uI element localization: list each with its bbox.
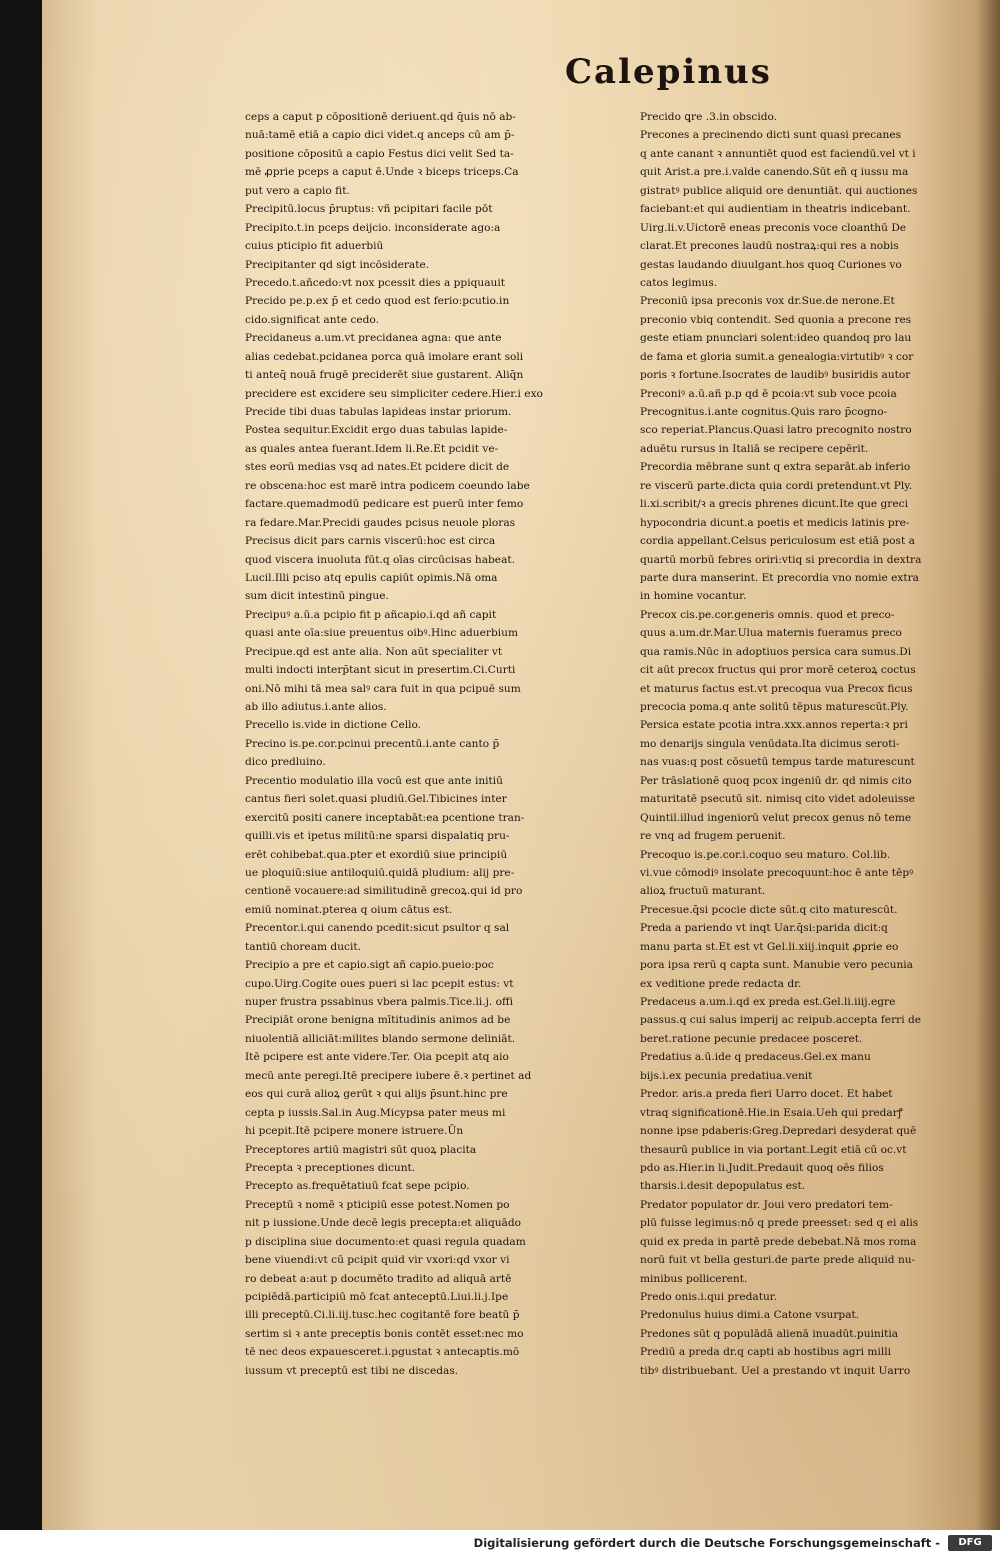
text-line: precidere est excidere seu simpliciter cedere.Hier.i exo <box>245 387 543 400</box>
text-line: Precipue.qd est ante alia. Non aūt specialiter vt <box>245 645 503 658</box>
text-line: emiū nominat.pterea q oium cātus est. <box>245 903 453 916</box>
text-line: quilli.vis et ipetus militū:ne sparsi dispalatiq pru- <box>245 830 510 843</box>
text-line: cepta p iussis.Sal.in Aug.Micypsa pater meus mi <box>245 1106 506 1119</box>
text-line: Predatius a.ū.ide q predaceus.Gel.ex manu <box>640 1051 871 1064</box>
book-page <box>42 0 1000 1530</box>
text-line: nit p iussione.Unde decē legis precepta:et aliquādo <box>245 1217 522 1230</box>
text-line: Postea sequitur.Excidit ergo duas tabulas lapide- <box>245 424 508 437</box>
digitization-footer <box>0 1530 1000 1558</box>
text-line: Precones a precinendo dicti sunt quasi precanes <box>640 129 902 142</box>
text-line: Per trāslationē quoq pcox ingeniū dr. qd nimis cito <box>640 774 912 787</box>
text-line: Precisus dicit pars carnis viscerū:hoc est circa <box>245 535 496 548</box>
text-line: hi pcepit.Itē pcipere monere istruere.Ūn <box>245 1125 464 1138</box>
text-line: aduētu rursus in Italiā se recipere cepērit. <box>640 442 869 455</box>
text-line: ra fedare.Mar.Precidi gaudes pcisus neuole ploras <box>245 516 516 529</box>
text-line: cido.significat ante cedo. <box>245 313 379 326</box>
text-line: Precedo.t.añcedo:vt nox pcessit dies a ppiquauit <box>245 276 505 289</box>
text-line: Predo onis.i.qui predatur. <box>640 1291 778 1303</box>
text-line: beret.ratione pecunie predacee posceret. <box>640 1032 863 1045</box>
text-line: q ante canant ꝛ annuntiēt quod est faciendū.vel vt i <box>640 147 916 160</box>
text-line: mo denarijs singula venūdata.Ita dicimus seroti- <box>640 737 900 750</box>
text-line: sum dicit intestinū pingue. <box>245 590 389 603</box>
text-line: plū fuisse legimus:nō q prede preesset: sed q ei alis <box>640 1217 919 1230</box>
text-line: Precesue.q̄si pcocie dicte sūt.q cito maturescūt. <box>640 903 898 916</box>
text-line: tibꝰ distribuebant. Uel a prestando vt inquit Uarro <box>640 1364 911 1377</box>
text-line: gistratꝰ publice aliquid ore denuntiāt. qui auctiones <box>640 184 918 197</box>
text-line: Precepto as.frequētatiuū fcat sepe pcipio. <box>245 1180 470 1193</box>
text-line: Precipitū.locus p̄ruptus: vñ pcipitari facile pōt <box>245 203 493 216</box>
text-line: Quintil.illud ingeniorū velut precox genus nō teme <box>640 811 912 824</box>
text-line: Precentio modulatio illa vocū est que ante initiū <box>245 774 504 787</box>
text-line: re viscerū parte.dicta quia cordi pretendunt.vt Ply. <box>640 479 913 492</box>
text-line: Precipio a pre et capio.sigt añ capio.pueio:poc <box>245 959 494 972</box>
text-line: faciebant:et qui audientiam in theatris indicebant. <box>640 203 911 216</box>
text-line: precocia poma.q ante solitū tēpus maturescūt.Ply. <box>640 701 909 713</box>
text-line: cantus fieri solet.quasi pludiū.Gel.Tibicines inter <box>245 793 507 806</box>
text-line: Precepta ꝛ preceptiones dicunt. <box>245 1161 416 1174</box>
text-line: Precognitus.i.ante cognitus.Quis raro p̄cogno- <box>640 406 888 418</box>
text-line: Precipuꝰ a.ū.a pcipio fit p añcapio.i.qd añ capit <box>245 608 497 621</box>
text-line: catos legimus. <box>640 276 718 289</box>
text-line: exercitū positi canere inceptabāt:ea pcentione tran- <box>245 811 525 824</box>
text-line: Precox cis.pe.cor.generis omnis. quod et preco- <box>640 608 895 621</box>
text-line: ex veditione prede redacta dr. <box>640 977 802 990</box>
text-line: quid ex preda in partē prede debebat.Nā mos roma <box>640 1235 917 1248</box>
text-line: et maturus factus est.vt precoqua vua Precox ficus <box>640 682 913 695</box>
text-line: nuper frustra pssabinus vbera palmis.Tice.li.j. offi <box>245 996 513 1008</box>
text-line: pcipiēdā.participiū mō fcat anteceptū.Liui.li.j.Ipe <box>245 1291 509 1303</box>
text-line: manu parta st.Et est vt Gel.li.xiij.inquit ꝓprie eo <box>640 940 899 953</box>
text-line: Persica estate pcotia intra.xxx.annos reperta:ꝛ pri <box>640 719 908 732</box>
text-line: Precipito.t.in pceps deijcio. inconsiderate ago:a <box>245 221 501 234</box>
funding-notice: Digitalisierung gefördert durch die Deutsche Forschungsgemeinschaft - <box>473 1536 940 1550</box>
text-line: quartū morbū febres oriri:vtiq si precordia in dextra <box>640 553 922 566</box>
text-line: Preceptores artiū magistri sūt quoꝝ placita <box>245 1143 477 1156</box>
text-line: mecū ante peregi.Itē precipere iubere ē.ꝛ pertinet ad <box>245 1069 532 1082</box>
text-line: Precido ꝗre .3.in obscido. <box>640 111 778 123</box>
text-line: p disciplina siue documento:et quasi regula quadam <box>245 1235 526 1248</box>
text-line: quasi ante oīa:siue preuentus oibꝰ.Hinc aduerbium <box>245 627 518 640</box>
text-line: Lucil.Illi pciso atq epulis capiūt opimis.Nā oma <box>245 571 498 584</box>
text-line: centionē vocauere:ad similitudinē grecoꝝ.qui id pro <box>245 885 523 898</box>
text-line: re obscena:hoc est marē intra podicem coeundo labe <box>245 479 530 492</box>
text-line: Precidaneus a.um.vt precidanea agna: que ante <box>245 332 502 345</box>
text-line: cordia appellant.Celsus periculosum est etiā post a <box>640 535 915 548</box>
text-line: cit aūt precox fructus qui pror morē ceteroꝝ coctus <box>640 664 916 677</box>
text-line: quod viscera inuoluta fūt.q oīas circūcisas habeat. <box>245 553 516 566</box>
text-line: nonne ipse pdaberis:Greg.Depredari desyderat quē <box>640 1125 917 1138</box>
text-line: qua ramis.Nūc in adoptiuos persica cara sumus.Di <box>640 645 912 658</box>
text-line: Uirg.li.v.Uictorē eneas preconis voce cloanthū De <box>640 221 907 234</box>
text-line: Preceptū ꝛ nomē ꝛ pticipiū esse potest.Nomen po <box>245 1198 510 1211</box>
text-line: norū fuit vt bella gesturi.de parte prede aliquid nu- <box>640 1254 916 1267</box>
text-line: ceps a caput p cōpositionē deriuent.qd q̄uis nō ab- <box>245 111 516 123</box>
text-line: Predaceus a.um.i.qd ex preda est.Gel.li.iiij.egre <box>640 996 896 1008</box>
text-line: ro debeat a:aut p documēto tradito ad aliquā artē <box>245 1272 512 1285</box>
text-line: quit Arist.a pre.i.valde canendo.Sūt eñ q iussu ma <box>640 166 909 179</box>
text-line: Preconiū ipsa preconis vox dr.Sue.de nerone.Et <box>640 295 895 308</box>
text-line: hypocondria dicunt.a poetis et medicis latinis pre- <box>640 516 910 529</box>
text-line: oni.Nō mihi tā mea salꝰ cara fuit in qua pcipuē sum <box>245 682 521 695</box>
text-line: poris ꝛ fortune.Isocrates de laudibꝰ busiridis autor <box>640 369 911 382</box>
text-line: gestas laudando diuulgant.hos quoq Curiones vo <box>640 258 902 271</box>
text-line: Precipitanter qd sigt incōsiderate. <box>245 258 430 271</box>
right-text-column <box>640 108 1000 1380</box>
text-line: Predor. aris.a preda fieri Uarro docet. Et habet <box>640 1088 893 1101</box>
text-line: sertim si ꝛ ante preceptis bonis contēt esset:nec mo <box>245 1327 524 1340</box>
text-line: maturitatē psecutū sit. nimisq cito videt adoleuisse <box>640 793 915 806</box>
text-line: ti anteq̄ nouā frugē preciderēt siue gustarent. Aliq̄n <box>245 369 524 382</box>
text-line: tē nec deos expauesceret.i.pgustat ꝛ antecaptis.mō <box>245 1346 520 1359</box>
text-line: Precentor.i.qui canendo pcedit:sicut psultor q sal <box>245 922 510 935</box>
running-head: Calepinus <box>565 52 772 92</box>
text-line: Itē pcipere est ante videre.Ter. Oia pcepit atq aio <box>245 1051 509 1064</box>
text-line: pdo as.Hier.in li.Judit.Predauit quoq oēs filios <box>640 1161 884 1174</box>
text-line: geste etiam pnunciari solent:ideo quandoq pro lau <box>640 332 912 345</box>
text-line: positione cōpositū a capio Festus dici velit Sed ta- <box>245 147 514 160</box>
text-line: multi indocti interp̄tant sicut in presertim.Ci.Curti <box>245 664 516 677</box>
text-line: in homine vocantur. <box>640 590 747 603</box>
text-line: preconio vbiq contendit. Sed quonia a precone res <box>640 313 912 326</box>
text-line: mē ꝓprie pceps a caput ē.Unde ꝛ biceps triceps.Ca <box>245 166 519 179</box>
text-line: nuā:tamē etiā a capio dici videt.q anceps cū am p̄- <box>245 129 515 142</box>
dfg-logo: DFG <box>948 1535 992 1551</box>
text-line: Predonulus huius dimi.a Catone vsurpat. <box>640 1309 860 1322</box>
text-line: cupo.Uirg.Cogite oues pueri si lac pcepit estus: vt <box>245 977 514 990</box>
text-line: Precoquo is.pe.cor.i.coquo seu maturo. Col.lib. <box>640 848 891 861</box>
text-line: vi.vue cōmodiꝰ insolate precoquunt:hoc ē ante tēpꝰ <box>640 866 914 879</box>
text-line: niuolentiā alliciāt:milites blando sermone deliniāt. <box>245 1032 516 1045</box>
text-line: re vnq ad frugem peruenit. <box>640 830 786 843</box>
text-line: Precido pe.p.ex p̄ et cedo quod est ferio:pcutio.in <box>245 295 510 308</box>
text-line: Precipiāt orone benigna mītitudinis animos ad be <box>245 1014 511 1027</box>
text-line: li.xi.scribit/ꝛ a grecis phrenes dicunt.Ite que greci <box>640 498 908 511</box>
text-line: stes eorū medias vsq ad nates.Et pcidere dicit de <box>245 461 510 474</box>
text-line: bene viuendi:vt cū pcipit quid vir vxori:qd vxor vi <box>245 1254 510 1267</box>
text-line: iussum vt preceptū est tibi ne discedas. <box>245 1364 459 1377</box>
text-line: Precello is.vide in dictione Cello. <box>245 719 422 732</box>
text-line: illi preceptū.Ci.li.iij.tusc.hec cogitantē fore beatū p̄ <box>245 1309 520 1322</box>
left-text-column <box>245 108 650 1380</box>
text-line: vtraq significationē.Hie.in Esaia.Ueh qui predarꝭ <box>640 1106 903 1119</box>
text-line: sco reperiat.Plancus.Quasi latro precognito nostro <box>640 424 912 437</box>
text-line: tharsis.i.desit depopulatus est. <box>640 1180 806 1193</box>
text-line: tantiū choream ducit. <box>245 940 361 953</box>
text-line: bijs.i.ex pecunia predatiua.venit <box>640 1069 813 1082</box>
text-line: dico predluino. <box>245 756 326 769</box>
text-line: passus.q cui salus imperij ac reipub.accepta ferri de <box>640 1014 922 1027</box>
text-line: as quales antea fuerant.Idem li.Re.Et pcidit ve- <box>245 442 499 455</box>
text-line: alias cedebat.pcidanea porca quā imolare erant soli <box>245 350 524 363</box>
text-line: factare.quemadmodū pedicare est puerū inter femo <box>245 498 524 511</box>
text-line: ue ploquiū:siue antiloquiū.quidā pludium: alij pre- <box>245 866 515 879</box>
text-line: Preconiꝰ a.ū.añ p.p qd ē pcoia:vt sub voce pcoia <box>640 387 897 400</box>
text-line: Precino is.pe.cor.pcinui precentū.i.ante canto p̄ <box>245 737 500 750</box>
text-line: ab illo adiutus.i.ante alios. <box>245 701 387 713</box>
text-line: parte dura manserint. Et precordia vno nomie extra <box>640 571 919 584</box>
text-line: put vero a capio fit. <box>245 184 350 197</box>
text-line: cuius pticipio fit aduerbiū <box>245 240 384 253</box>
text-line: Predator populator dr. Joui vero predatori tem- <box>640 1198 893 1211</box>
text-line: clarat.Et precones laudū nostraꝝ:qui res a nobis <box>640 240 899 253</box>
text-line: de fama et gloria sumit.a genealogia:virtutibꝰ ꝛ cor <box>640 350 914 363</box>
text-line: nas vuas:q post cōsuetū tempus tarde maturescunt <box>640 756 915 769</box>
text-line: Predones sūt q populādā alienā inuadūt.puinitia <box>640 1327 899 1340</box>
text-line: Preda a pariendo vt inqt Uar.q̄si:parida dicit:q <box>640 922 888 935</box>
text-line: pora ipsa rerū q capta sunt. Manubie vero pecunia <box>640 959 913 972</box>
text-line: Precide tibi duas tabulas lapideas instar priorum. <box>245 406 512 418</box>
text-line: eos qui curā alioꝝ gerūt ꝛ qui alijs p̄sunt.hinc pre <box>245 1088 508 1101</box>
text-line: Prediū a preda dr.q capti ab hostibus agri milli <box>640 1346 891 1359</box>
text-line: minibus pollicerent. <box>640 1272 748 1285</box>
text-line: thesaurū publice in via portant.Legit etiā cū oc.vt <box>640 1143 907 1156</box>
text-line: Precordia mēbrane sunt q extra separāt.ab inferio <box>640 461 911 474</box>
text-line: quus a.um.dr.Mar.Ulua maternis fueramus preco <box>640 627 902 640</box>
text-line: alioꝝ fructuū maturant. <box>640 885 766 898</box>
text-line: erēt cohibebat.qua.pter et exordiū siue principiū <box>245 848 508 861</box>
